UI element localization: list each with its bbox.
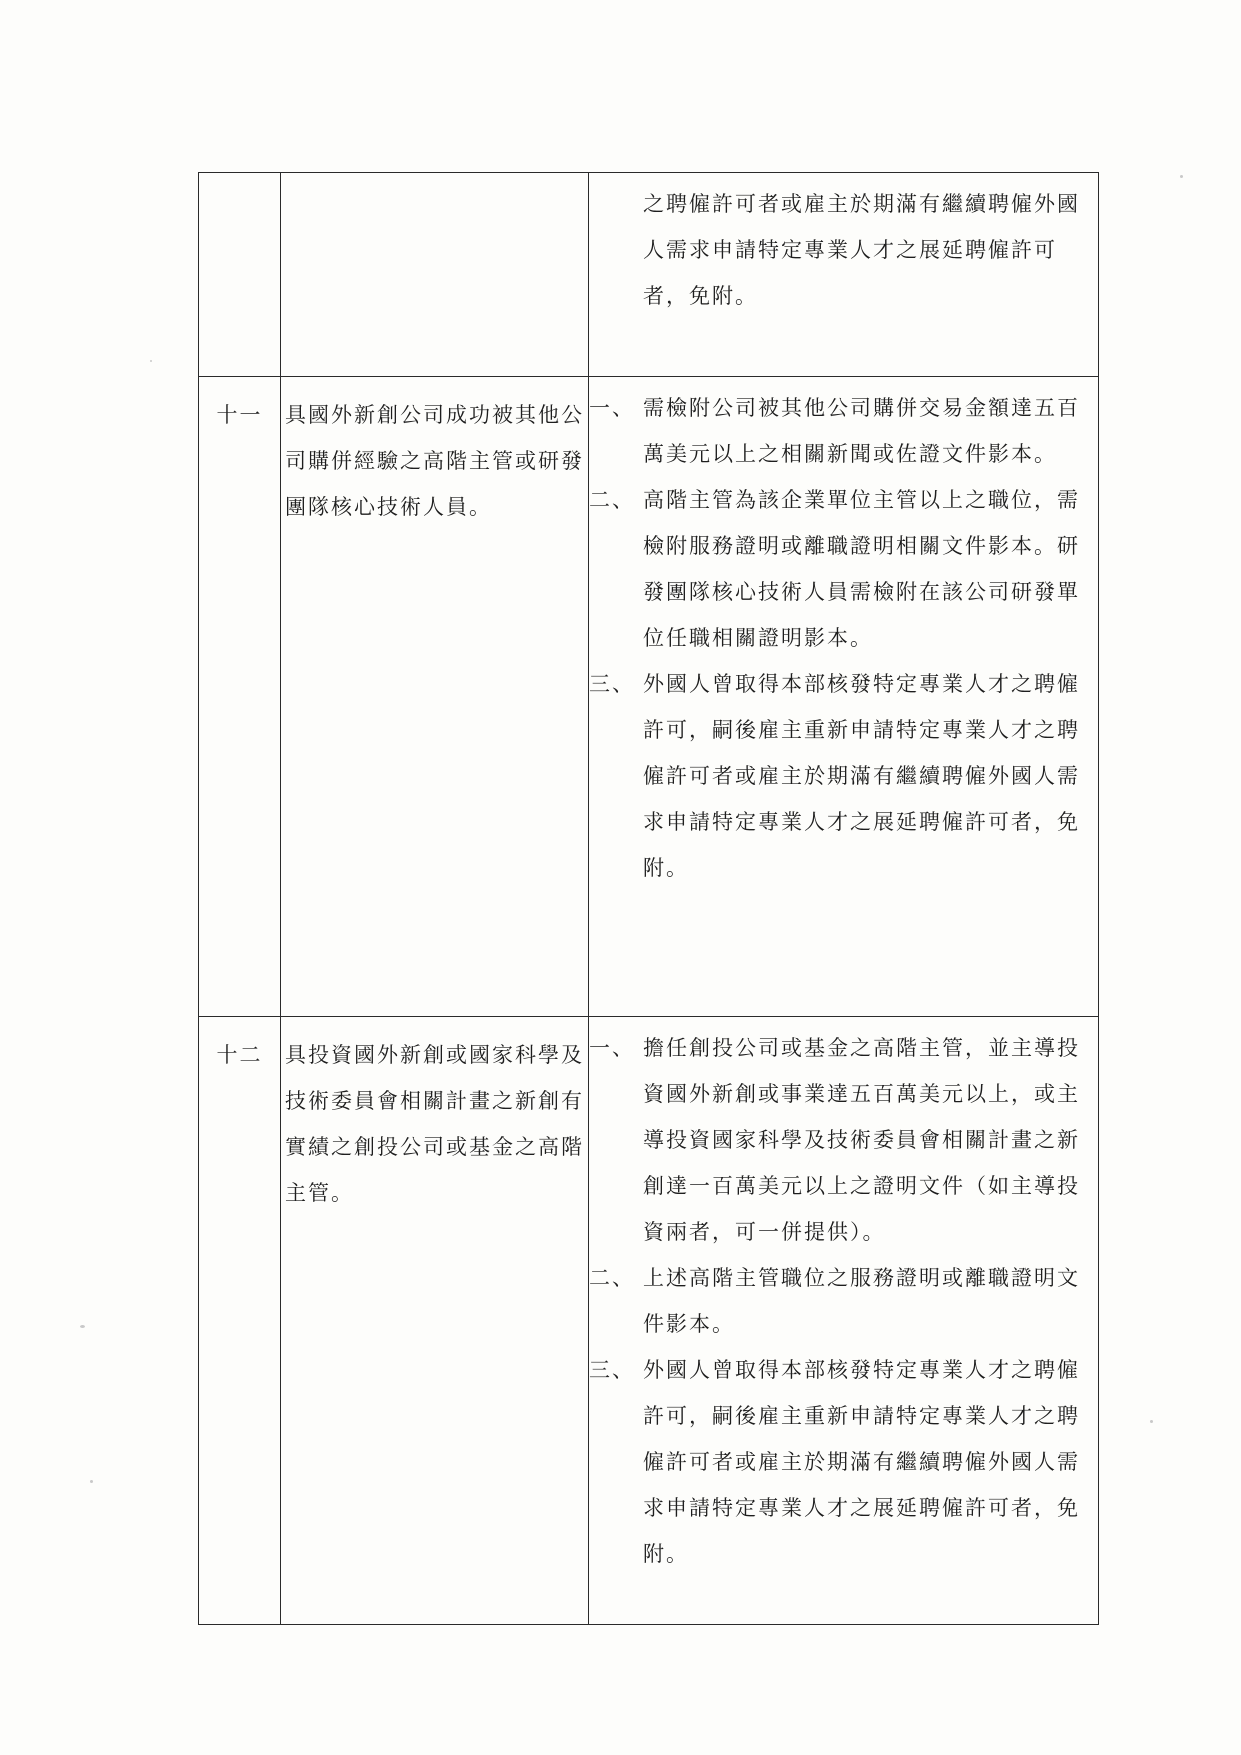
document-item — [589, 1255, 1094, 1347]
item-number: 一、 — [589, 1036, 635, 1060]
row-number: 十一 — [199, 377, 281, 1017]
scan-speck — [90, 1480, 93, 1483]
item-text: 高階主管為該企業單位主管以上之職位，需檢附服務證明或離職證明相關文件影本。研發團隊核心技術人員需檢附在該公司研發單位任職相關證明影本。 — [643, 488, 1080, 650]
scan-speck — [1180, 175, 1183, 178]
document-item — [589, 1025, 1094, 1255]
document-item — [589, 661, 1094, 891]
document-item — [589, 1347, 1094, 1577]
item-text: 外國人曾取得本部核發特定專業人才之聘僱許可，嗣後雇主重新申請特定專業人才之聘僱許可者或雇主於期滿有繼續聘僱外國人需求申請特定專業人才之展延聘僱許可者，免附。 — [643, 672, 1080, 880]
item-number: 三、 — [589, 1358, 635, 1382]
item-text: 擔任創投公司或基金之高階主管，並主導投資國外新創或事業達五百萬美元以上，或主導投資國家科學及技術委員會相關計畫之新創達一百萬美元以上之證明文件（如主導投資兩者，可一併提供）。 — [643, 1036, 1080, 1244]
item-number: 二、 — [589, 1266, 635, 1290]
item-text: 外國人曾取得本部核發特定專業人才之聘僱許可，嗣後雇主重新申請特定專業人才之聘僱許可者或雇主於期滿有繼續聘僱外國人需求申請特定專業人才之展延聘僱許可者，免附。 — [643, 1358, 1080, 1566]
scan-speck — [80, 1325, 85, 1328]
table-row — [199, 377, 1099, 1017]
item-number: 三、 — [589, 672, 635, 696]
qualification-cell — [281, 173, 589, 377]
document-item — [589, 385, 1094, 477]
item-text: 上述高階主管職位之服務證明或離職證明文件影本。 — [643, 1266, 1080, 1336]
continued-document-text: 之聘僱許可者或雇主於期滿有繼續聘僱外國人需求申請特定專業人才之展延聘僱許可者，免附。 — [643, 192, 1080, 308]
document-item — [589, 477, 1094, 661]
item-text: 需檢附公司被其他公司購併交易金額達五百萬美元以上之相關新聞或佐證文件影本。 — [643, 396, 1080, 466]
table-row — [199, 173, 1099, 377]
documents-cell — [589, 1017, 1099, 1625]
table-row — [199, 1017, 1099, 1625]
item-number: 二、 — [589, 488, 635, 512]
row-number: 十二 — [199, 1017, 281, 1625]
documents-cell — [589, 173, 1099, 377]
qualification-cell: 具國外新創公司成功被其他公司購併經驗之高階主管或研發團隊核心技術人員。 — [281, 377, 589, 1017]
item-number: 一、 — [589, 396, 635, 420]
qualification-cell: 具投資國外新創或國家科學及技術委員會相關計畫之新創有實績之創投公司或基金之高階主管。 — [281, 1017, 589, 1625]
requirements-table — [198, 172, 1099, 1625]
row-number — [199, 173, 281, 377]
scan-speck — [150, 360, 152, 362]
documents-cell — [589, 377, 1099, 1017]
scan-speck — [1150, 1420, 1153, 1423]
